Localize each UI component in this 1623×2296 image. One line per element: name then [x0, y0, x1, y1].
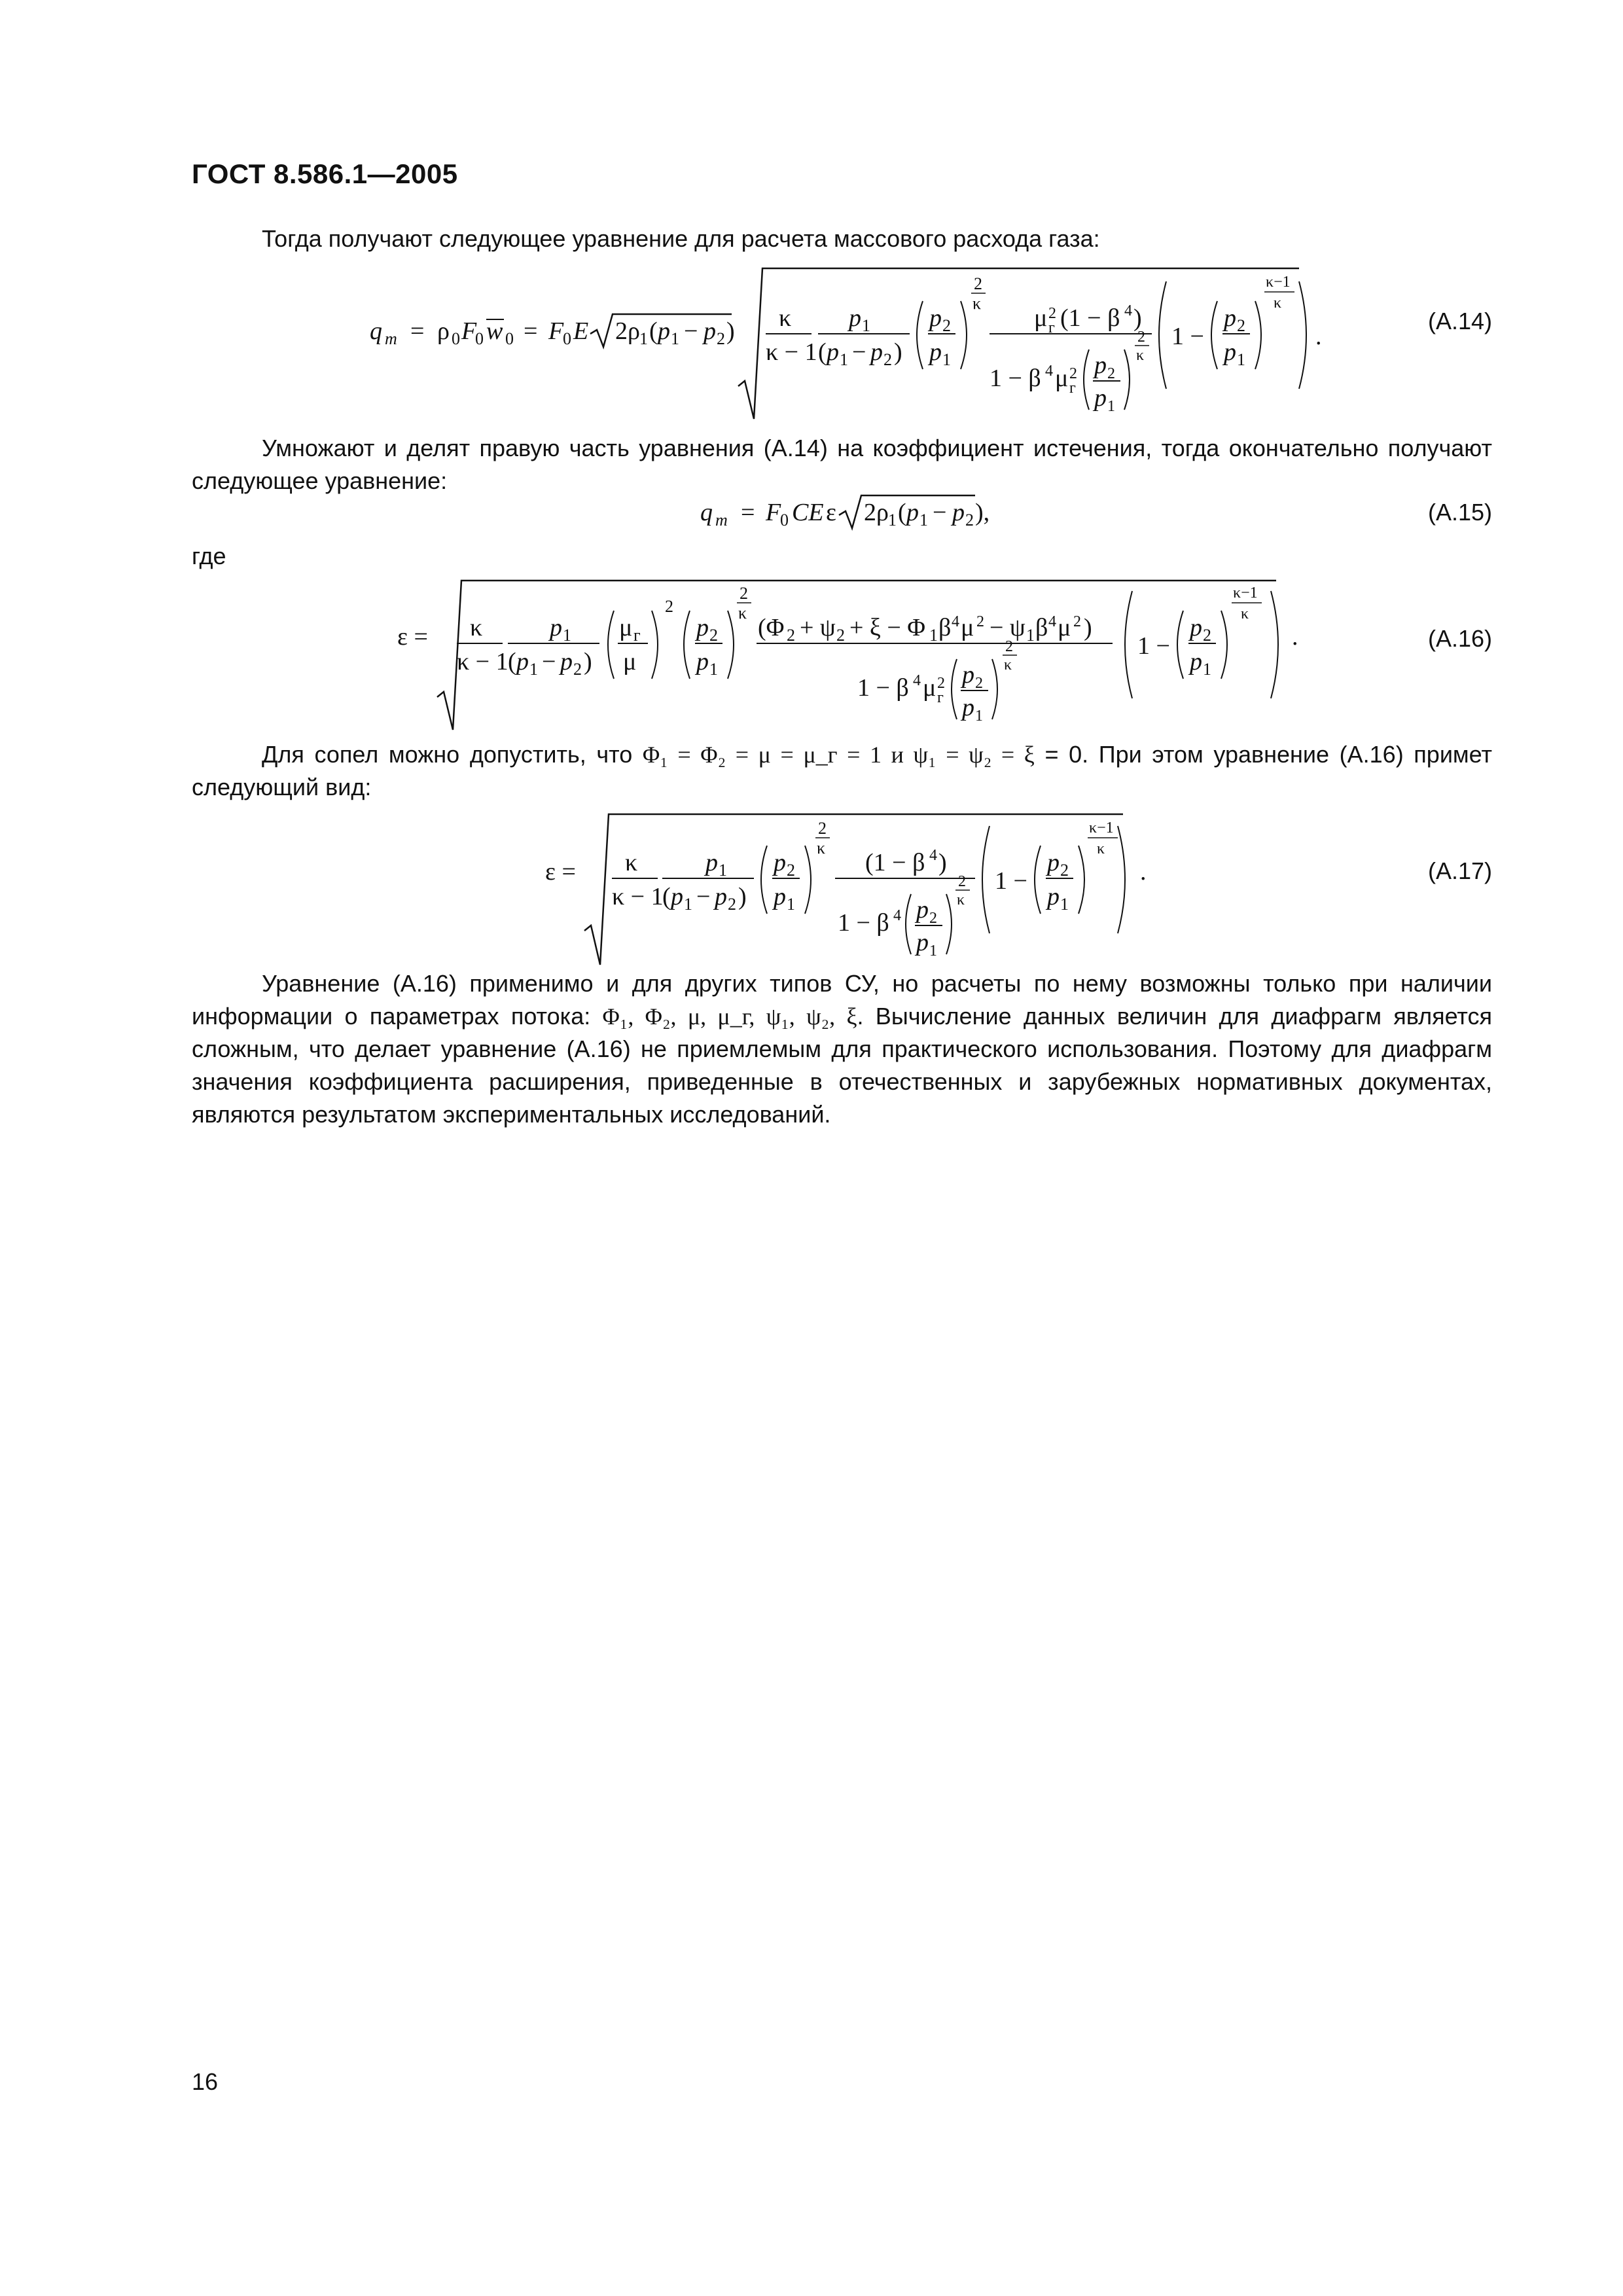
svg-text:.: .	[1315, 323, 1322, 350]
svg-text:ρ: ρ	[437, 317, 450, 345]
svg-text:ε: ε	[826, 499, 836, 526]
svg-text:F: F	[548, 317, 564, 345]
svg-text:p: p	[916, 896, 929, 924]
svg-text:κ−1: κ−1	[1233, 584, 1258, 601]
svg-text:κ: κ	[1274, 295, 1282, 312]
svg-text:2: 2	[740, 584, 748, 603]
svg-text:1: 1	[719, 861, 727, 880]
svg-text:m: m	[715, 511, 728, 529]
svg-text:(1 − β: (1 − β	[1060, 304, 1120, 332]
svg-text:p: p	[516, 648, 529, 675]
svg-text:μ: μ	[923, 674, 936, 702]
paragraph-applicability	[192, 967, 1492, 1131]
svg-text:κ − 1: κ − 1	[457, 648, 508, 675]
svg-text:1 −: 1 −	[1171, 323, 1204, 350]
svg-text:−: −	[852, 338, 866, 366]
svg-text:p: p	[1224, 338, 1236, 366]
svg-text:p: p	[827, 338, 839, 366]
svg-text:1: 1	[942, 350, 951, 369]
svg-text:2ρ: 2ρ	[864, 499, 889, 526]
svg-text:κ−1: κ−1	[1266, 274, 1291, 291]
nozzle-conditions: Φ₁ = Φ₂ = μ = μ_г = 1 и ψ₁ = ψ₂ = ξ	[642, 742, 1035, 768]
svg-text:2: 2	[818, 819, 827, 838]
svg-text:κ: κ	[817, 838, 826, 857]
svg-text:1: 1	[862, 316, 870, 335]
svg-text:2: 2	[929, 910, 937, 927]
svg-text:1: 1	[1237, 350, 1245, 369]
svg-text:4: 4	[952, 613, 959, 630]
svg-text:p: p	[658, 317, 670, 345]
svg-text:κ: κ	[1136, 347, 1145, 364]
svg-text:): )	[738, 883, 747, 910]
svg-text:1: 1	[671, 329, 679, 348]
svg-text:p: p	[704, 317, 716, 345]
svg-text:m: m	[385, 329, 397, 348]
svg-text:ε =: ε =	[545, 858, 576, 886]
svg-text:г: г	[1069, 380, 1076, 397]
svg-text:p: p	[1190, 614, 1202, 641]
svg-text:κ − 1: κ − 1	[612, 883, 664, 910]
svg-text:4: 4	[893, 907, 901, 924]
svg-text:2: 2	[665, 597, 673, 616]
svg-text:): )	[894, 338, 902, 366]
svg-text:4: 4	[929, 847, 937, 864]
svg-text:0: 0	[505, 329, 514, 348]
equation-a15	[0, 491, 1623, 543]
svg-text:1: 1	[919, 511, 928, 529]
equation-number-a17: (А.17)	[1428, 857, 1493, 884]
svg-text:г: г	[633, 626, 641, 645]
svg-text:2: 2	[958, 873, 966, 890]
svg-text:p: p	[774, 883, 786, 910]
paragraph-intro: Тогда получают следующее уравнение для расчета массового расхода газа:	[262, 225, 1100, 252]
svg-text:2: 2	[942, 316, 951, 335]
equation-a16	[0, 573, 1623, 736]
svg-text:q: q	[370, 317, 382, 345]
svg-text:CE: CE	[792, 499, 824, 526]
svg-text:): )	[584, 648, 592, 675]
svg-text:.: .	[1140, 858, 1147, 886]
svg-text:1: 1	[1203, 660, 1211, 679]
svg-text:1 − β: 1 − β	[838, 909, 889, 937]
flow-parameters: Φ₁, Φ₂, μ, μ_г, ψ₁, ψ₂, ξ	[602, 1003, 857, 1030]
equation-number-a14: (А.14)	[1428, 308, 1493, 334]
svg-text:2: 2	[883, 350, 892, 369]
page-number: 16	[192, 2068, 219, 2095]
paragraph-nozzles-start: Для сопел можно допустить, что	[262, 741, 643, 768]
svg-text:2ρ: 2ρ	[615, 317, 640, 345]
svg-text:1 −: 1 −	[1137, 632, 1170, 660]
svg-text:2: 2	[976, 613, 984, 630]
svg-text:=: =	[741, 499, 755, 526]
svg-text:β: β	[938, 614, 952, 641]
svg-text:ε =: ε =	[397, 623, 428, 651]
svg-text:): )	[726, 317, 735, 345]
svg-text:p: p	[1047, 849, 1060, 876]
svg-text:(1 − β: (1 − β	[865, 849, 925, 876]
svg-text:(: (	[662, 883, 671, 910]
svg-text:1: 1	[563, 626, 571, 645]
svg-text:p: p	[1094, 384, 1107, 412]
svg-text:2: 2	[975, 675, 983, 692]
svg-text:+ ξ − Φ: + ξ − Φ	[849, 614, 926, 641]
equation-a14-graphic	[0, 262, 1623, 425]
svg-text:2: 2	[1137, 329, 1145, 346]
svg-text:p: p	[671, 883, 683, 910]
paragraph-nozzles-end: = 0. При этом уравнение (А.16) примет следующий вид:	[192, 741, 1492, 800]
svg-text:(: (	[649, 317, 658, 345]
svg-text:=: =	[410, 317, 425, 345]
svg-text:1 − β: 1 − β	[857, 674, 909, 702]
svg-text:p: p	[929, 304, 942, 332]
equation-number-a15: (А.15)	[1428, 499, 1493, 526]
svg-text:=: =	[524, 317, 538, 345]
svg-text:1: 1	[929, 626, 938, 645]
equation-a17	[0, 806, 1623, 970]
svg-text:p: p	[774, 849, 786, 876]
equation-a17-graphic	[0, 806, 1623, 970]
svg-text:4: 4	[913, 672, 921, 689]
svg-text:−: −	[684, 317, 698, 345]
svg-text:p: p	[916, 929, 929, 956]
svg-text:1: 1	[840, 350, 848, 369]
svg-text:2: 2	[974, 274, 982, 293]
svg-text:1: 1	[1026, 626, 1035, 645]
svg-text:2: 2	[1073, 613, 1081, 630]
equation-a14	[0, 262, 1623, 425]
equation-a16-graphic	[0, 573, 1623, 736]
svg-text:2: 2	[1203, 626, 1211, 645]
svg-text:κ: κ	[957, 891, 965, 908]
svg-text:2: 2	[1107, 365, 1115, 382]
svg-text:κ: κ	[1004, 656, 1012, 673]
svg-text:0: 0	[780, 511, 789, 529]
paragraph-applicability-start: Уравнение (А.16) применимо и для других типов СУ, но расчеты по нему возможны только при наличии информации о параметрах потока:	[192, 970, 1492, 1030]
svg-text:4: 4	[1124, 302, 1132, 319]
svg-text:г: г	[937, 689, 944, 706]
svg-text:p: p	[696, 614, 709, 641]
svg-text:1: 1	[1060, 895, 1069, 914]
svg-text:κ: κ	[470, 614, 483, 641]
svg-text:1: 1	[888, 511, 897, 529]
svg-text:p: p	[870, 338, 883, 366]
svg-text:p: p	[1094, 351, 1107, 379]
svg-text:2: 2	[787, 861, 795, 880]
svg-text:2: 2	[836, 626, 845, 645]
svg-text:0: 0	[452, 329, 460, 348]
equation-a15-graphic	[0, 491, 1623, 543]
svg-text:μ: μ	[961, 614, 974, 641]
svg-text:1: 1	[787, 895, 795, 914]
svg-text:p: p	[849, 304, 861, 332]
svg-text:p: p	[696, 648, 709, 675]
svg-text:(Φ: (Φ	[758, 614, 785, 641]
svg-text:μ: μ	[619, 614, 633, 641]
svg-text:4: 4	[1048, 613, 1056, 630]
svg-text:F: F	[766, 499, 781, 526]
svg-text:κ−1: κ−1	[1089, 819, 1114, 836]
svg-text:2: 2	[709, 626, 718, 645]
svg-text:(: (	[818, 338, 827, 366]
equation-number-a16: (А.16)	[1428, 625, 1493, 652]
svg-text:1: 1	[975, 708, 983, 725]
paragraph-nozzles	[192, 738, 1492, 804]
svg-text:p: p	[715, 883, 727, 910]
svg-text:p: p	[962, 694, 974, 721]
svg-text:β: β	[1035, 614, 1048, 641]
svg-text:1: 1	[1107, 398, 1115, 415]
svg-text:w: w	[486, 317, 503, 345]
svg-text:κ: κ	[779, 304, 792, 332]
paragraph-where: где	[192, 543, 226, 569]
svg-text:κ: κ	[625, 849, 638, 876]
document-header: ГОСТ 8.586.1—2005	[192, 158, 458, 189]
svg-text:1 − β: 1 − β	[990, 365, 1041, 392]
svg-text:(: (	[898, 499, 906, 526]
svg-text:1: 1	[929, 942, 937, 960]
svg-text:− ψ: − ψ	[990, 614, 1026, 641]
svg-text:p: p	[1047, 883, 1060, 910]
svg-text:+ ψ: + ψ	[800, 614, 836, 641]
svg-text:−: −	[933, 499, 947, 526]
svg-text:p: p	[929, 338, 942, 366]
svg-text:q: q	[700, 499, 713, 526]
svg-text:4: 4	[1045, 363, 1053, 380]
svg-text:κ − 1: κ − 1	[766, 338, 817, 366]
svg-text:2: 2	[1069, 365, 1077, 382]
svg-text:F: F	[461, 317, 477, 345]
svg-text:): )	[1084, 614, 1092, 641]
svg-text:1: 1	[639, 329, 648, 348]
paragraph-applicability-end: . Вычисление данных величин для диафрагм является сложным, что делает уравнение (А.16) не приемлемым для практического использования. Поэтому для диафрагм значения коэффициента расширения, приведенные в отечественных и зарубежных нормативных документах, являются результатом экспериментальных исследований.	[192, 1003, 1493, 1128]
svg-text:−: −	[696, 883, 711, 910]
svg-text:μ: μ	[1058, 614, 1071, 641]
svg-text:2: 2	[1060, 861, 1069, 880]
svg-text:),: ),	[975, 499, 990, 526]
svg-text:p: p	[560, 648, 573, 675]
svg-text:): )	[938, 849, 947, 876]
svg-text:2: 2	[717, 329, 725, 348]
svg-text:2: 2	[573, 660, 582, 679]
svg-text:2: 2	[965, 511, 974, 529]
svg-text:1 −: 1 −	[995, 867, 1027, 895]
svg-text:p: p	[962, 661, 974, 689]
svg-text:1: 1	[684, 895, 692, 914]
svg-text:): )	[1133, 304, 1142, 332]
svg-text:2: 2	[787, 626, 795, 645]
svg-text:μ: μ	[1034, 304, 1048, 332]
svg-text:p: p	[1224, 304, 1236, 332]
svg-text:p: p	[550, 614, 562, 641]
svg-text:2: 2	[1237, 316, 1245, 335]
svg-text:p: p	[952, 499, 965, 526]
svg-text:2: 2	[937, 675, 945, 692]
svg-text:1: 1	[709, 660, 718, 679]
svg-text:p: p	[1190, 648, 1202, 675]
svg-text:κ: κ	[1241, 605, 1249, 622]
svg-text:2: 2	[1005, 638, 1013, 655]
svg-text:μ: μ	[1055, 365, 1069, 392]
svg-text:E: E	[573, 317, 589, 345]
svg-text:0: 0	[563, 329, 571, 348]
svg-text:κ: κ	[1097, 840, 1105, 857]
paragraph-multiply: Умножают и делят правую часть уравнения (А.14) на коэффициент истечения, тогда окончательно получают следующее уравнение:	[192, 435, 1492, 494]
svg-text:p: p	[705, 849, 718, 876]
svg-text:2: 2	[1048, 305, 1056, 322]
svg-text:−: −	[542, 648, 556, 675]
svg-text:κ: κ	[738, 603, 747, 622]
svg-text:p: p	[906, 499, 919, 526]
svg-text:1: 1	[529, 660, 538, 679]
svg-text:κ: κ	[972, 294, 982, 313]
svg-text:г: г	[1048, 319, 1055, 336]
svg-text:μ: μ	[623, 648, 637, 675]
svg-text:.: .	[1292, 623, 1298, 651]
svg-text:(: (	[508, 648, 516, 675]
svg-text:2: 2	[728, 895, 736, 914]
svg-text:0: 0	[475, 329, 484, 348]
